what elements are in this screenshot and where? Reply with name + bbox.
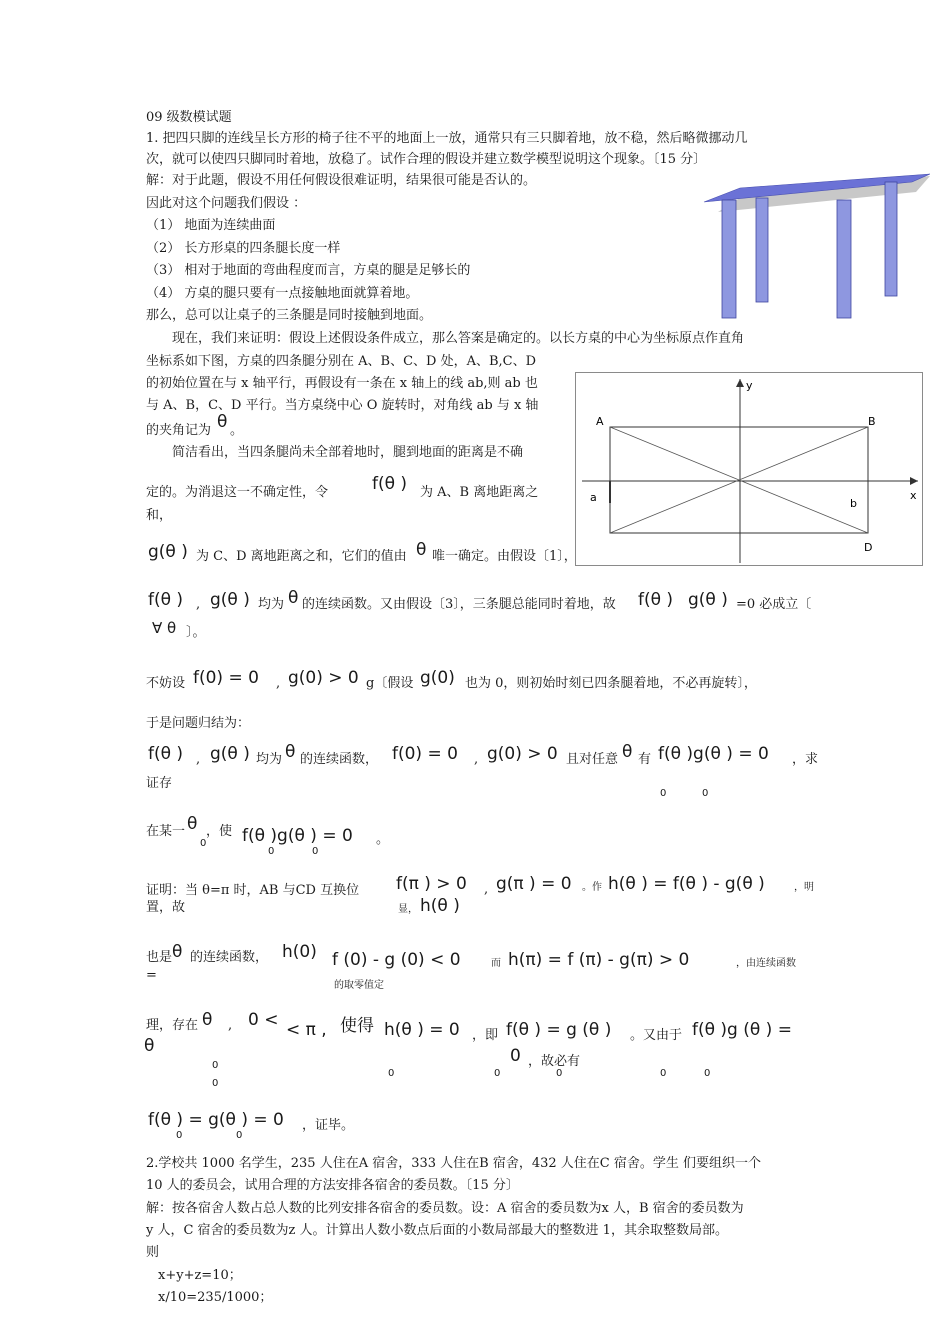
f-theta: f(θ ) (372, 474, 408, 494)
theta-symbol: θ (217, 412, 228, 432)
ie-text: ，即 (472, 1028, 499, 1043)
label-x: x (910, 489, 917, 502)
label-a-corner: A (596, 415, 604, 428)
question-1-line-1: 1. 把四只脚的连线呈长方形的椅子往不平的地面上一放，通常只有三只脚着地，放不稳，然后略微挪动几 (146, 131, 748, 146)
f-pi: f(π ) > 0 (396, 874, 467, 894)
some-text: 在某一 (146, 824, 186, 839)
reduce-1b: 的连续函数， (300, 752, 379, 767)
comma: , (474, 752, 479, 767)
obvious-text-2: 显， (398, 904, 418, 915)
fg-product: f(θ )g(θ ) = 0 (242, 826, 353, 846)
label-b-point: b (850, 497, 857, 510)
g0-inequality: g(0) > 0 (288, 668, 359, 688)
subscript-0: 0 (704, 1068, 711, 1079)
x-axis-arrow (910, 477, 918, 485)
reduce-exist: 证存 (146, 776, 173, 791)
so-that-text: 使得 (340, 1016, 374, 1036)
subscript-0: 0 (702, 788, 709, 799)
f-theta: f(θ ) (148, 744, 184, 764)
period: 。 (376, 832, 390, 847)
reduce-1: 均为 (256, 752, 283, 767)
coordinate-figure (575, 372, 923, 566)
question-2-answer-1: 解：按各宿舍人数占总人数的比列安排各宿舍的委员数。设：A 宿舍的委员数为x 人，B 宿舍的委员数为 (146, 1201, 744, 1216)
assumption-intro: 因此对这个问题我们假设 ： (146, 196, 307, 211)
table-leg-front-left (722, 200, 736, 318)
f0-equation: f(0) = 0 (392, 744, 458, 764)
ivt-text: ，由连续函数 (736, 958, 796, 969)
reduce-seek: ，求 (792, 752, 819, 767)
subscript-0: 0 (388, 1068, 395, 1079)
g-desc: 为 C、D 离地距离之和，它们的值由 (196, 549, 407, 564)
h-zero: h(0) (282, 942, 317, 962)
reduce-1c: 且对任意 (566, 752, 619, 767)
comma: , (228, 1018, 233, 1033)
comma: , (196, 597, 201, 612)
equation-sum: x+y+z=10； (158, 1268, 242, 1283)
uncertain-line-3: 和， (146, 508, 173, 523)
g0-inequality: g(0) > 0 (487, 744, 558, 764)
table-leg-front-right (837, 200, 851, 318)
theta-symbol: θ (288, 588, 299, 608)
wlog-text-b: 也为 0，则初始时刻已四条腿着地，不必再旋转〕， (465, 676, 757, 691)
question-1-line-2: 次，就可以使四只脚同时着地，放稳了。试作合理的假设并建立数学模型说明这个现象。〔15 分〕 (146, 152, 707, 167)
comma: , (276, 676, 281, 691)
theta-symbol: θ (285, 742, 296, 762)
theta-symbol: θ (622, 742, 633, 762)
proof-text: 证明：当 θ=π 时，AB 与CD 互换位 (146, 883, 360, 898)
make-h-text: 。作 (582, 882, 602, 893)
assumption-3: （3） 相对于地面的弯曲程度而言，方桌的腿是足够长的 (146, 263, 471, 278)
f-theta: f(θ ) (638, 590, 674, 610)
obvious-text: ，明 (794, 882, 814, 893)
f-equals-g: f(θ ) = g (θ ) (506, 1020, 612, 1040)
range-end: < π , (286, 1020, 327, 1040)
h-zero-value: f (0) - g (0) < 0 (332, 950, 461, 970)
subscript-0: 0 (212, 1078, 219, 1089)
table-illustration (700, 170, 930, 320)
subscript-0: 0 (494, 1068, 501, 1079)
close-paren: 〕。 (186, 625, 206, 640)
ivt-text-2: 的取零值定 (334, 980, 384, 991)
reduce-text: 于是问题归结为： (146, 716, 251, 731)
zero-value: 0 (510, 1046, 521, 1066)
theta-symbol: θ (172, 942, 183, 962)
theta-symbol: θ (144, 1036, 155, 1056)
g-theta: g(θ ) (148, 542, 188, 562)
subscript-0: 0 (660, 1068, 667, 1079)
theta-symbol: θ (416, 540, 427, 560)
page-title: 09 级数模试题 (146, 110, 232, 125)
continuity-text: 均为 (258, 597, 285, 612)
table-leg-back-right (885, 182, 897, 296)
h-theta: h(θ ) (420, 896, 460, 916)
f0-equation: f(0) = 0 (193, 668, 259, 688)
g-theta: g(θ ) (210, 744, 250, 764)
answer-intro: 解：对于此题，假设不用任何假设很难证明，结果很可能是否认的。 (146, 173, 537, 188)
label-y: y (746, 379, 753, 392)
subscript-0: 0 (200, 838, 207, 849)
proof-setup-3: 的初始位置在与 x 轴平行，再假设有一条在 x 轴上的线 ab,则 ab 也 (146, 376, 538, 391)
label-a-point: a (590, 491, 597, 504)
g-pi: g(π ) = 0 (496, 874, 572, 894)
final-equation: f(θ ) = g(θ ) = 0 (148, 1110, 284, 1130)
subscript-0: 0 (660, 788, 667, 799)
fg-product-eq: f(θ )g (θ ) = (692, 1020, 792, 1040)
period: 。 (230, 423, 244, 438)
label-d-corner: D (864, 541, 873, 554)
uncertain-line-2: 定的。为消退这一不确定性，令 (146, 485, 329, 500)
proof-setup-2: 坐标系如下图，方桌的四条腿分别在 A、B、C、D 处，A、B,C、D (146, 354, 537, 369)
range-start: 0 < (248, 1010, 279, 1030)
wlog-g: g〔假设 (366, 676, 414, 691)
h-definition: h(θ ) = f(θ ) - g(θ ) (608, 874, 765, 894)
h-theta-zero: h(θ ) = 0 (384, 1020, 460, 1040)
comma: , (196, 752, 201, 767)
label-b-corner: B (868, 415, 876, 428)
conclusion-line: 那么，总可以让桌子的三条腿是同时接触到地面。 (146, 308, 433, 323)
g-theta: g(θ ) (688, 590, 728, 610)
question-2-answer-3: 则 (146, 1245, 160, 1260)
subscript-0: 0 (236, 1130, 243, 1141)
f-theta: f(θ ) (148, 590, 184, 610)
assumption-1: （1） 地面为连续曲面 (146, 218, 276, 233)
subscript-0: 0 (176, 1130, 183, 1141)
subscript-0: 0 (212, 1060, 219, 1071)
assumption-2: （2） 长方形桌的四条腿长度一样 (146, 241, 341, 256)
make-text: ，使 (206, 824, 233, 839)
must-text: ，故必有 (528, 1054, 581, 1069)
assumption-4: （4） 方桌的腿只要有一点接触地面就算着地。 (146, 286, 419, 301)
proof-setup-5: 的夹角记为 (146, 423, 212, 438)
since-text: 。又由于 (630, 1028, 683, 1043)
qed-text: ，证毕。 (302, 1118, 355, 1133)
comma: , (484, 882, 489, 897)
h-pi-value: h(π) = f (π) - g(π) > 0 (508, 950, 690, 970)
uncertain-line-1: 简洁看出，当四条腿尚未全部着地时，腿到地面的距离是不确 (172, 445, 524, 460)
table-leg-back-left (756, 198, 768, 302)
uncertain-line-2b: 为 A、B 离地距离之 (420, 485, 539, 500)
fg-product: f(θ )g(θ ) = 0 (658, 744, 769, 764)
g-theta: g(θ ) (210, 590, 250, 610)
continuity-text-c: =0 必成立〔 (736, 597, 812, 612)
also-text-b: 的连续函数， (190, 950, 269, 965)
g-desc-b: 唯一确定。由假设〔1〕，C (432, 549, 587, 564)
equation-ratio: x/10=235/1000； (158, 1290, 273, 1305)
equals-sign: = (146, 968, 157, 983)
question-2-line-2: 10 人的委员会，试用合理的方法安排各宿舍的委员数。〔15 分〕 (146, 1178, 519, 1193)
question-2-line-1: 2.学校共 1000 名学生，235 人住在A 宿舍，333 人住在B 宿舍，432 人住在C 宿舍。学生 们要组织一个 (146, 1156, 762, 1171)
proof-setup-4: 与 A、B，C、D 平行。当方桌绕中心 O 旋转时，对角线 ab 与 x 轴 (146, 398, 539, 413)
subscript-0: 0 (556, 1068, 563, 1079)
subscript-0: 0 (312, 846, 319, 857)
y-axis-arrow (736, 379, 744, 387)
theta-symbol: θ (187, 814, 198, 834)
forall-theta: ∀ θ (152, 619, 177, 637)
question-2-answer-2: y 人，C 宿舍的委员数为z 人。计算出人数小数点后面的小数局部最大的整数进 1，其余取整数局部。 (146, 1223, 728, 1238)
and-text: 而 (491, 958, 501, 969)
reduce-1d: 有 (638, 752, 652, 767)
proof-setup-1: 现在，我们来证明：假设上述假设条件成立，那么答案是确定的。以长方桌的中心为坐标原点作直角 (172, 331, 745, 346)
proof-text-2: 置，故 (146, 900, 186, 915)
subscript-0: 0 (268, 846, 275, 857)
theta-symbol: θ (202, 1010, 213, 1030)
wlog-text: 不妨设 (146, 676, 186, 691)
also-text: 也是 (146, 950, 173, 965)
g0-value: g(0) (420, 668, 455, 688)
theorem-text: 理，存在 (146, 1018, 199, 1033)
continuity-text-b: 的连续函数。又由假设〔3〕，三条腿总能同时着地，故 (302, 597, 616, 612)
